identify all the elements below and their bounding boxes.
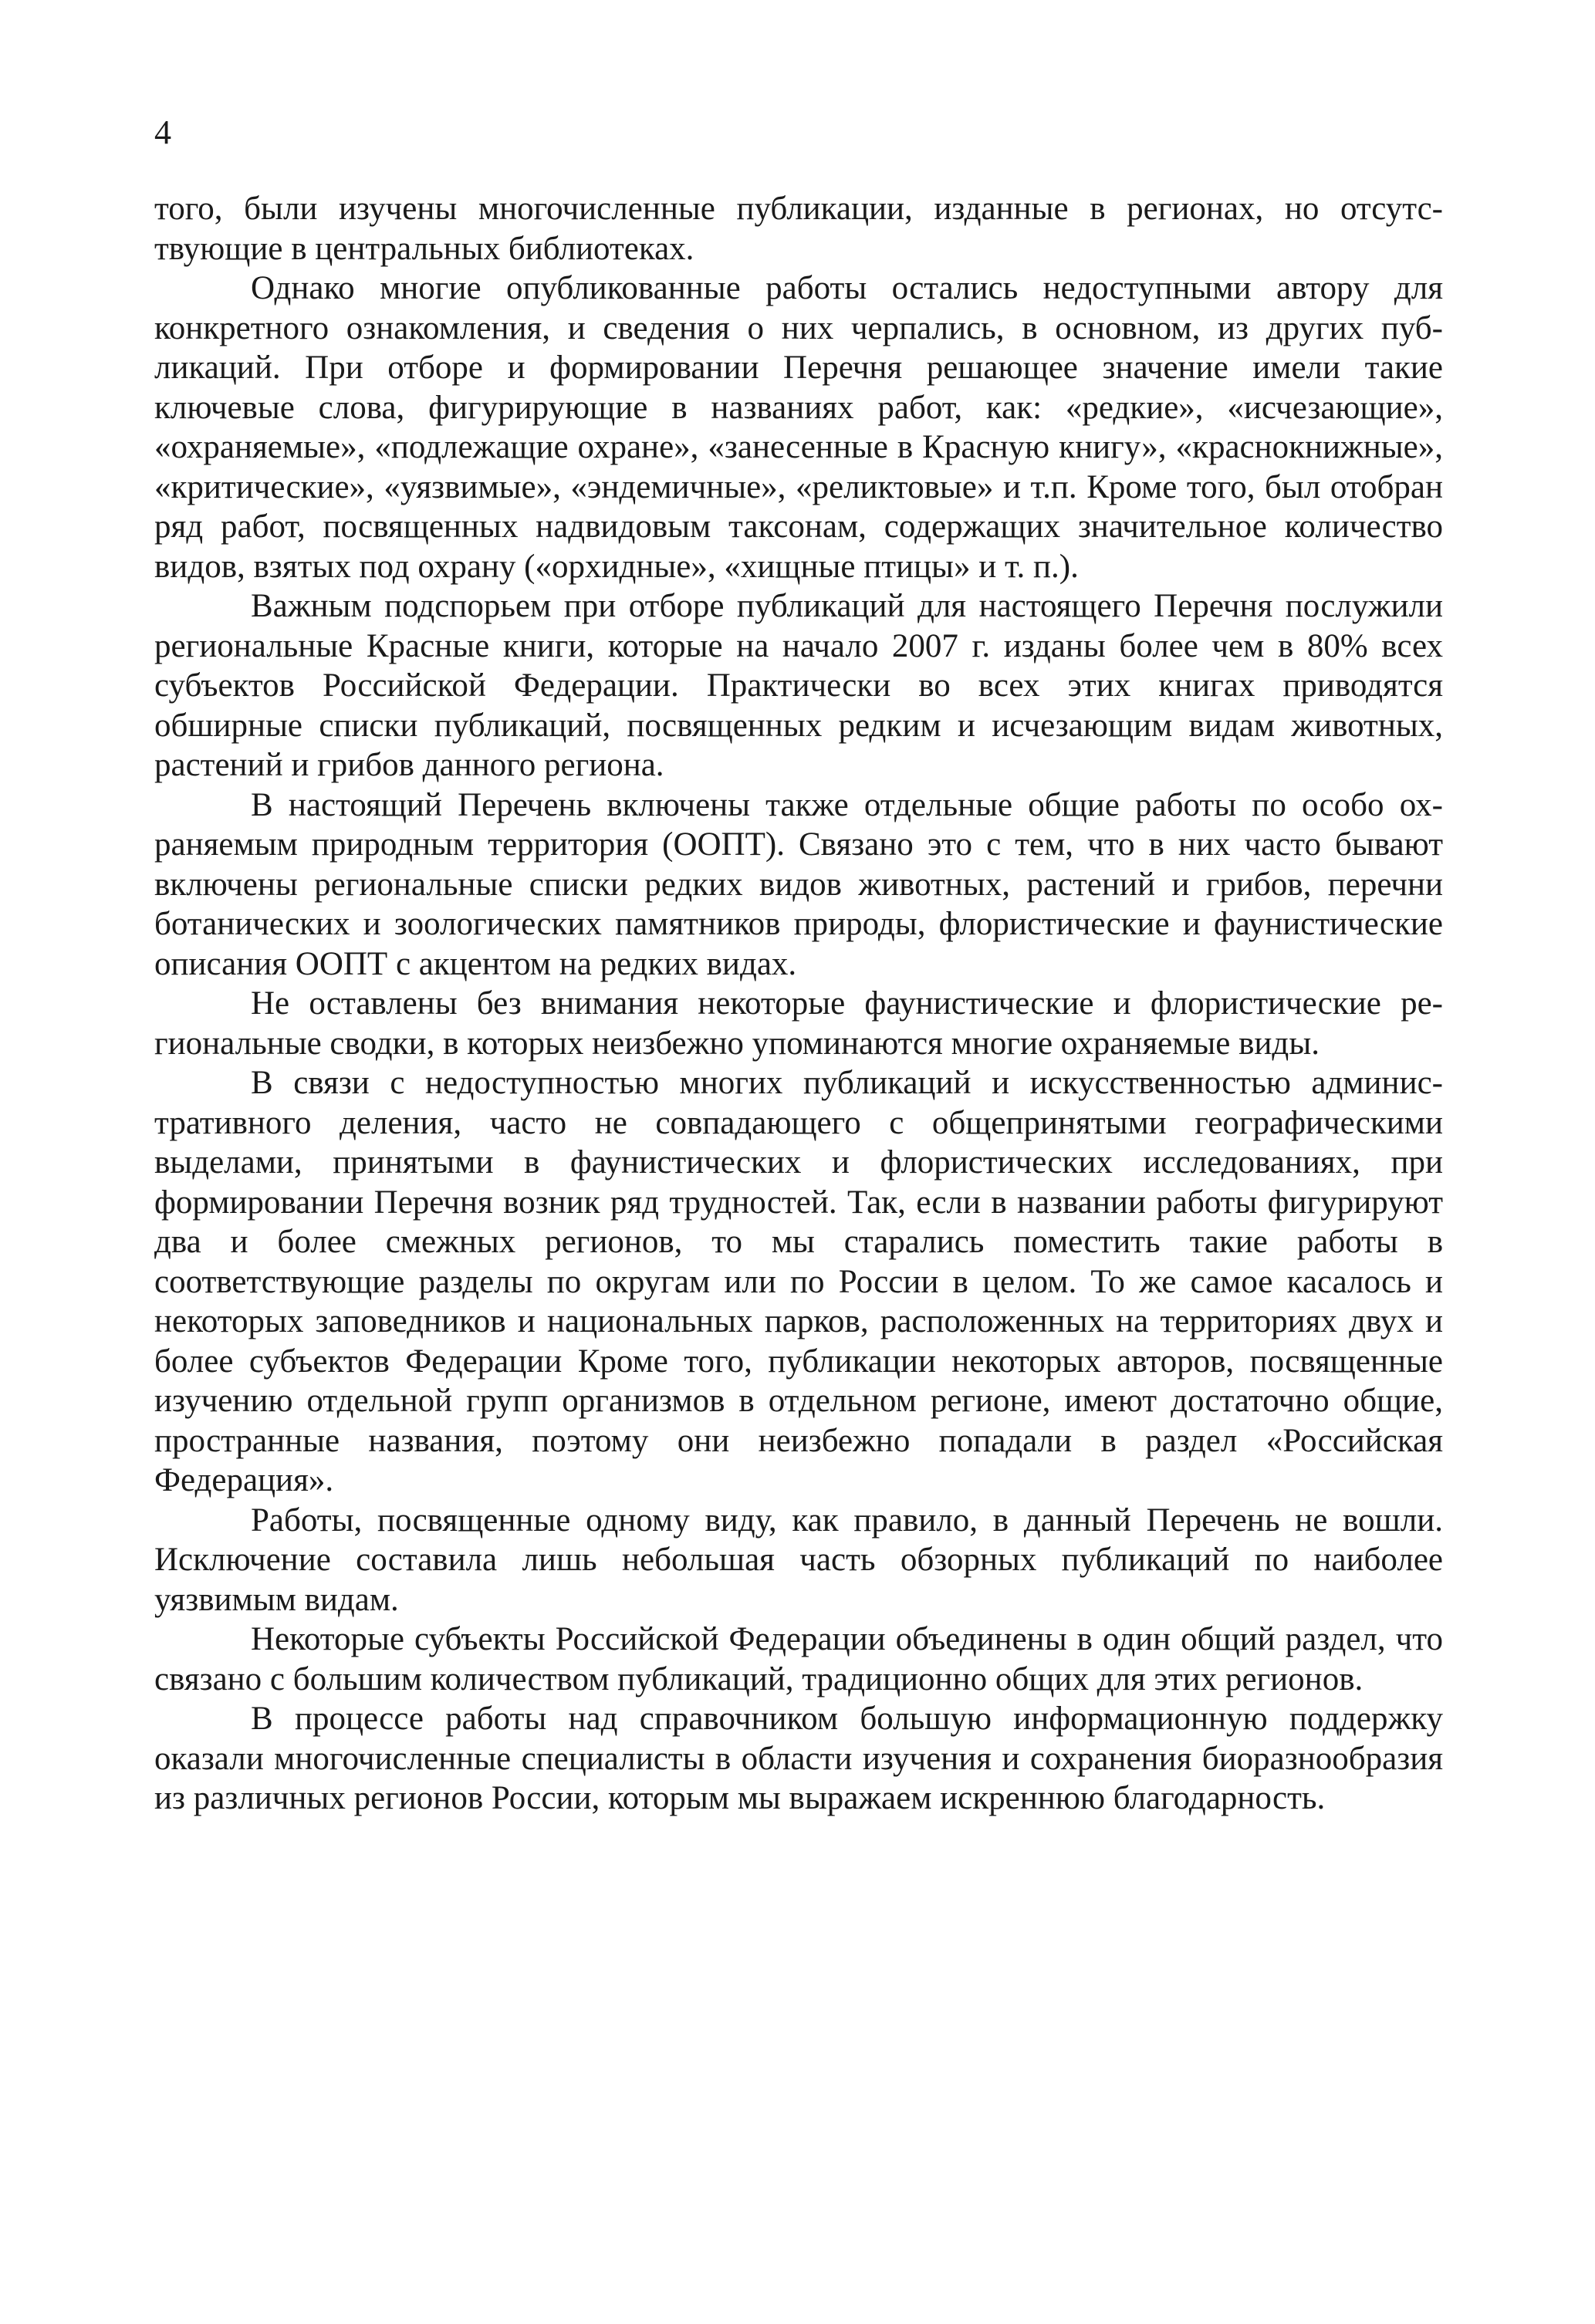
paragraph-8: Некоторые субъекты Российской Федерации объединены в один общий раздел, что связано с большим количеством публикаций, традиционно общих для этих регионов. xyxy=(154,1621,1443,1697)
paragraph-9: В процессе работы над справочником большую информационную поддержку оказали многочисленные специалисты в области изучения и сохранения биоразнообразия из различных регионов России, которым мы выражаем искреннюю благодарность. xyxy=(154,1701,1443,1816)
body-text xyxy=(154,189,1443,1819)
paragraph-5: Не оставлены без внимания некоторые фаунистические и флористические региональные сводки, в которых неизбежно упоминаются многие охраняемые виды. xyxy=(154,985,1443,1062)
paragraph-2: Однако многие опубликованные работы остались недоступными автору для конкретного ознакомления, и сведения о них черпались, в основном, из других публикаций. При отборе и формировании Перечня решающее значение имели такие ключевые слова, фигурирующие в названиях работ, как: «редкие», «исчезающие», «охраняемые», «подлежащие охране», «занесенные в Красную книгу», «краснокнижные», «критические», «уязвимые», «эндемичные», «реликтовые» и т.п. Кроме того, был отобран ряд работ, посвященных надвидовым таксонам, содержащих значительное количество видов, взятых под охрану («орхидные», «хищные птицы» и т. п.). xyxy=(154,270,1443,585)
paragraph-7: Работы, посвященные одному виду, как правило, в данный Перечень не вошли. Исключение составила лишь небольшая часть обзорных публикаций по наиболее уязвимым видам. xyxy=(154,1501,1443,1618)
paragraph-3: Важным подспорьем при отборе публикаций для настоящего Перечня послужили региональные Красные книги, которые на начало 2007 г. изданы более чем в 80% всех субъектов Российской Федерации. Практически во всех этих книгах приводятся обширные списки публикаций, посвященных редким и исчезающим видам животных, растений и грибов данного региона. xyxy=(154,588,1443,783)
paragraph-1: того, были изучены многочисленные публикации, изданные в регионах, но отсутствующие в центральных библиотеках. xyxy=(154,191,1443,267)
paragraph-4: В настоящий Перечень включены также отдельные общие работы по особо охраняемым природным территория (ООПТ). Связано это с тем, что в них часто бывают включены региональные списки редких видов животных, растений и грибов, перечни ботанических и зоологических памятников природы, флористические и фаунистические описания ООПТ с акцентом на редких видах. xyxy=(154,786,1443,982)
paragraph-6: В связи с недоступностью многих публикаций и искусственностью административного деления, часто не совпадающего с общепринятыми географическими выделами, принятыми в фаунистических и флористических исследованиях, при формировании Перечня возник ряд трудностей. Так, если в названии работы фигурируют два и более смежных регионов, то мы старались поместить такие работы в соответствующие разделы по округам или по России в целом. То же самое касалось и некоторых заповедников и национальных парков, расположенных на территориях двух и более субъектов Федерации Кроме того, публикации некоторых авторов, посвященные изучению отдельной групп организмов в отдельном регионе, имеют достаточно общие, пространные названия, поэтому они неизбежно попадали в раздел «Российская Федерация». xyxy=(154,1065,1443,1498)
page-number: 4 xyxy=(154,113,171,151)
